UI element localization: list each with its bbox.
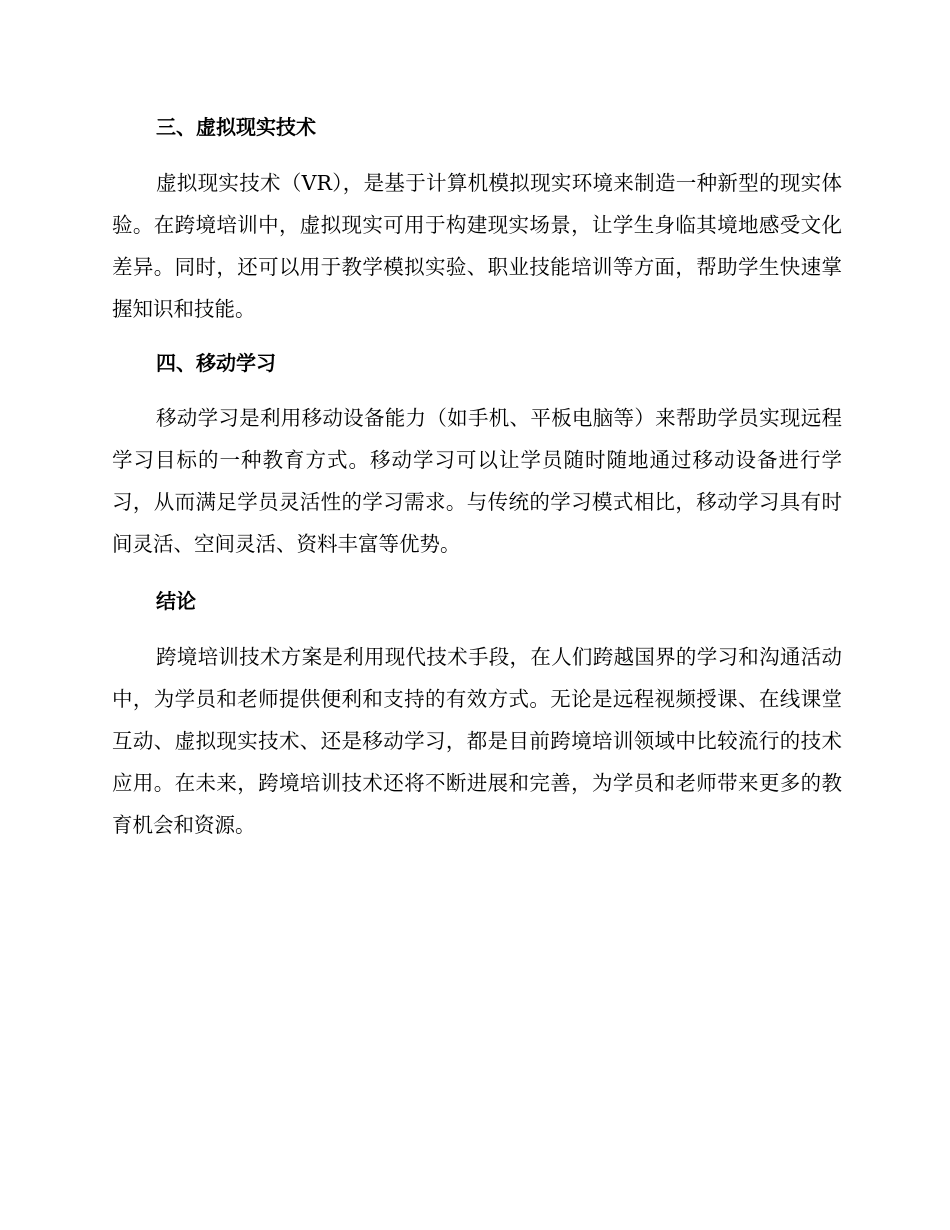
section-heading-vr: 三、虚拟现实技术 (156, 115, 316, 139)
section-body-vr: 虚拟现实技术（VR），是基于计算机模拟现实环境来制造一种新型的现实体验。在跨境培训中，虚拟现实可用于构建现实场景，让学生身临其境地感受文化差异。同时，还可以用于教学模拟实验、职业技能培训等方面，帮助学生快速掌握知识和技能。 (112, 171, 842, 321)
section-heading-conclusion: 结论 (156, 589, 196, 613)
section-body-mobile-learning: 移动学习是利用移动设备能力（如手机、平板电脑等）来帮助学员实现远程学习目标的一种教育方式。移动学习可以让学员随时随地通过移动设备进行学习，从而满足学员灵活性的学习需求。与传统的学习模式相比，移动学习具有时间灵活、空间灵活、资料丰富等优势。 (112, 406, 842, 556)
section-body-conclusion: 跨境培训技术方案是利用现代技术手段，在人们跨越国界的学习和沟通活动中，为学员和老师提供便利和支持的有效方式。无论是远程视频授课、在线课堂互动、虚拟现实技术、还是移动学习，都是目前跨境培训领域中比较流行的技术应用。在未来，跨境培训技术还将不断进展和完善，为学员和老师带来更多的教育机会和资源。 (112, 645, 842, 837)
section-heading-mobile-learning: 四、移动学习 (156, 351, 276, 375)
